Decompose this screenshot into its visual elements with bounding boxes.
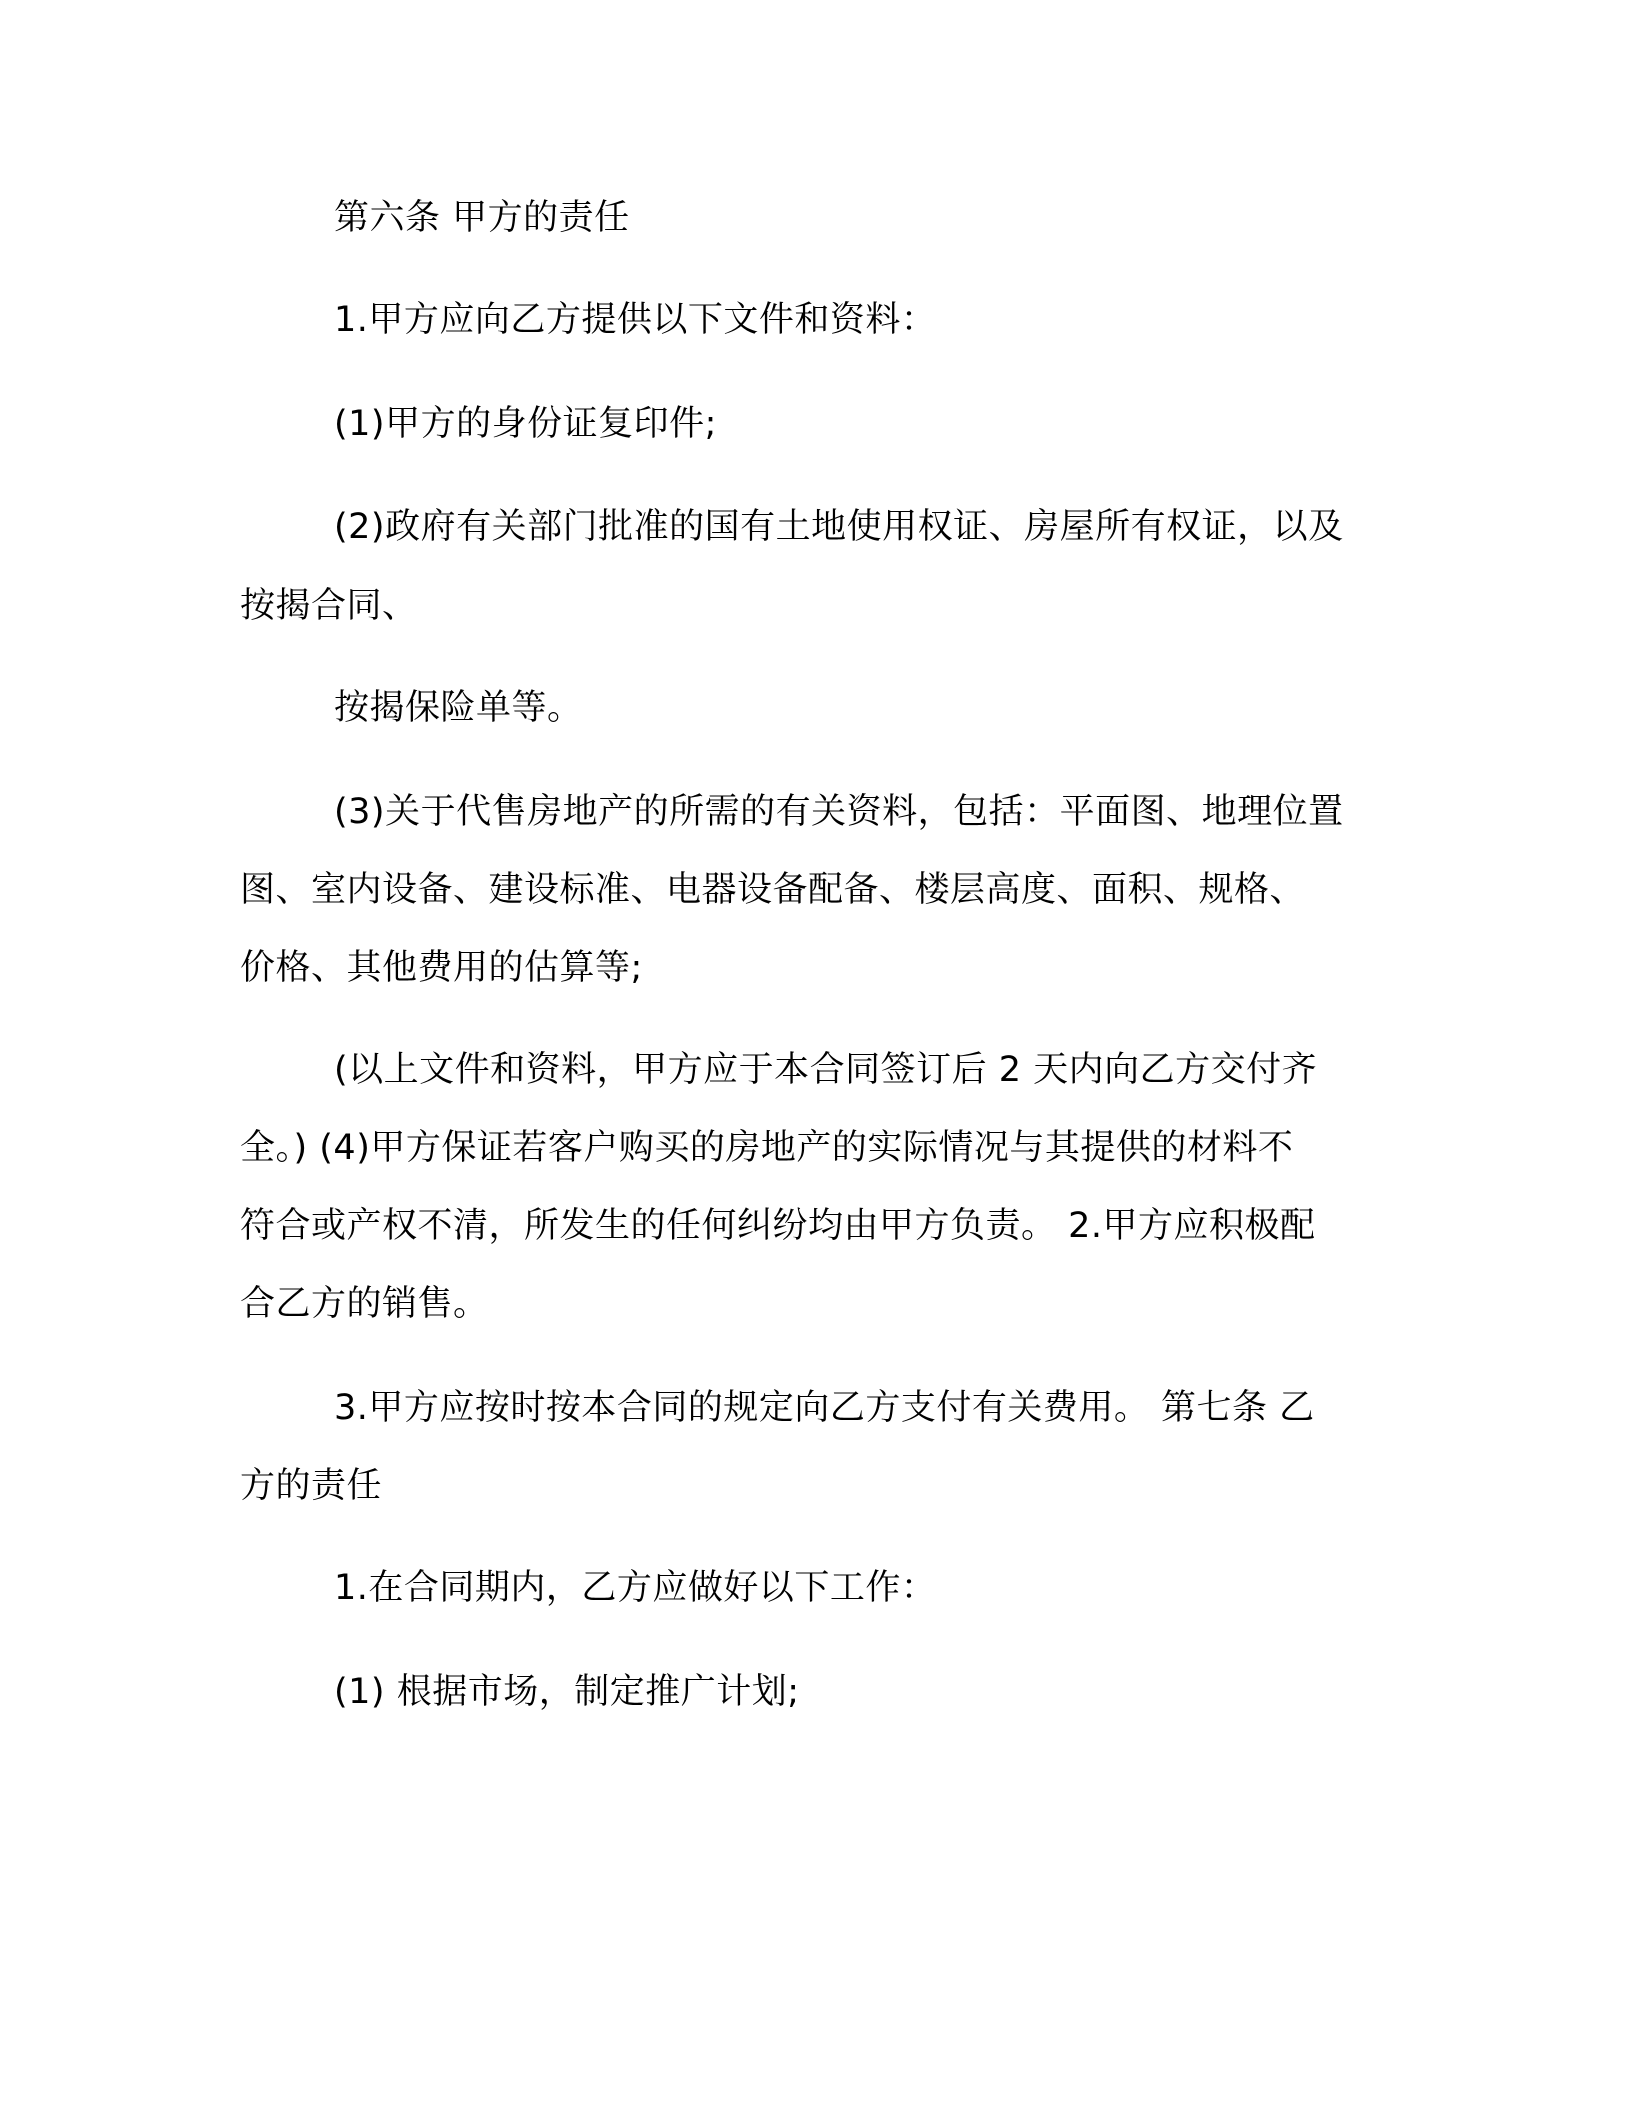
item-2-text-line-3: 按揭保险单等。 xyxy=(334,688,583,728)
item-1-text: (1)甲方的身份证复印件; xyxy=(334,404,717,444)
article-6-heading: 第六条 甲方的责任 xyxy=(334,198,630,238)
item-3-text-line-3: 价格、其他费用的估算等; xyxy=(240,948,643,988)
article-7-item-1-text: (1) 根据市场，制定推广计划; xyxy=(334,1672,800,1712)
item-3-text-line-1: (3)关于代售房地产的所需的有关资料，包括：平面图、地理位置 xyxy=(334,792,1344,832)
clause-3-text-line-2: 方的责任 xyxy=(240,1466,383,1506)
item-2-text-line-2: 按揭合同、 xyxy=(240,586,418,626)
note-text-line-4: 合乙方的销售。 xyxy=(240,1284,489,1324)
clause-3-text-line-1: 3.甲方应按时按本合同的规定向乙方支付有关费用。 第七条 乙 xyxy=(334,1388,1315,1428)
note-text-line-3: 符合或产权不清，所发生的任何纠纷均由甲方负责。 2.甲方应积极配 xyxy=(240,1206,1316,1246)
item-3-text-line-2: 图、室内设备、建设标准、电器设备配备、楼层高度、面积、规格、 xyxy=(240,870,1306,910)
item-2-text-line-1: (2)政府有关部门批准的国有土地使用权证、房屋所有权证，以及 xyxy=(334,507,1344,547)
article-7-clause-1-text: 1.在合同期内，乙方应做好以下工作： xyxy=(334,1568,937,1608)
note-text-line-2: 全。) (4)甲方保证若客户购买的房地产的实际情况与其提供的材料不 xyxy=(240,1128,1294,1168)
clause-1-text: 1.甲方应向乙方提供以下文件和资料： xyxy=(334,300,937,340)
note-text-line-1: (以上文件和资料，甲方应于本合同签订后 2 天内向乙方交付齐 xyxy=(334,1050,1318,1090)
